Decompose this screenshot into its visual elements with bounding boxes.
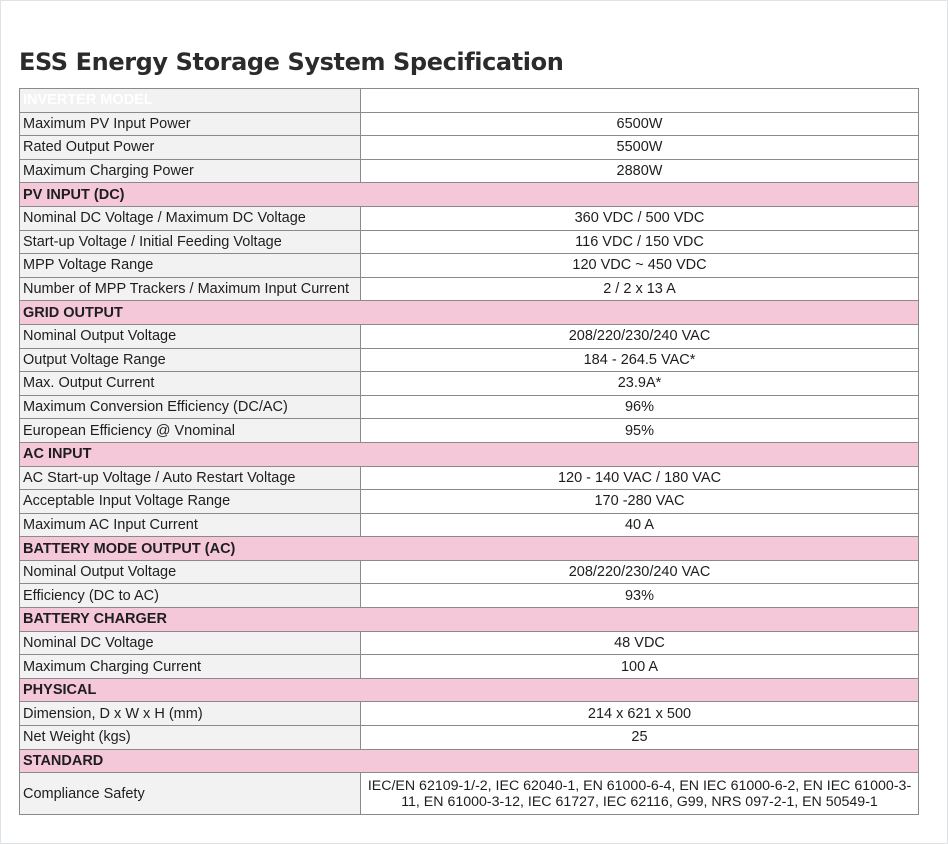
table-header-row <box>20 89 919 113</box>
spec-value: 360 VDC / 500 VDC <box>361 206 919 230</box>
spec-label: Dimension, D x W x H (mm) <box>20 702 361 726</box>
spec-value: 5500W <box>361 136 919 160</box>
spec-label: Maximum Charging Power <box>20 159 361 183</box>
section-title: GRID OUTPUT <box>20 301 919 325</box>
spec-label: Maximum PV Input Power <box>20 112 361 136</box>
table-row <box>20 348 919 372</box>
section-title: PHYSICAL <box>20 678 919 702</box>
spec-label: Start-up Voltage / Initial Feeding Voltage <box>20 230 361 254</box>
spec-label: Nominal Output Voltage <box>20 560 361 584</box>
table-row <box>20 513 919 537</box>
spec-value: 100 A <box>361 655 919 679</box>
table-row <box>20 277 919 301</box>
spec-label: Output Voltage Range <box>20 348 361 372</box>
table-row <box>20 726 919 750</box>
spec-label: Maximum AC Input Current <box>20 513 361 537</box>
table-row <box>20 112 919 136</box>
section-title: STANDARD <box>20 749 919 773</box>
spec-value: 208/220/230/240 VAC <box>361 324 919 348</box>
section-title: BATTERY MODE OUTPUT (AC) <box>20 537 919 561</box>
spec-value: 93% <box>361 584 919 608</box>
spec-table-body <box>20 89 919 815</box>
section-header-row <box>20 442 919 466</box>
spec-value: 48 VDC <box>361 631 919 655</box>
spec-label: Maximum Conversion Efficiency (DC/AC) <box>20 395 361 419</box>
table-row <box>20 254 919 278</box>
table-row <box>20 702 919 726</box>
spec-value: 184 - 264.5 VAC* <box>361 348 919 372</box>
spec-label: Rated Output Power <box>20 136 361 160</box>
table-row <box>20 159 919 183</box>
section-header-row <box>20 749 919 773</box>
table-row <box>20 773 919 815</box>
spec-label: AC Start-up Voltage / Auto Restart Voltage <box>20 466 361 490</box>
spec-value: 23.9A* <box>361 372 919 396</box>
section-header-row <box>20 678 919 702</box>
section-header-row <box>20 537 919 561</box>
spec-value: 116 VDC / 150 VDC <box>361 230 919 254</box>
spec-value: 208/220/230/240 VAC <box>361 560 919 584</box>
spec-label: Nominal DC Voltage / Maximum DC Voltage <box>20 206 361 230</box>
spec-value: 214 x 621 x 500 <box>361 702 919 726</box>
spec-value: 6500W <box>361 112 919 136</box>
spec-label: Net Weight (kgs) <box>20 726 361 750</box>
spec-value: 96% <box>361 395 919 419</box>
spec-label: Number of MPP Trackers / Maximum Input Current <box>20 277 361 301</box>
section-title: BATTERY CHARGER <box>20 608 919 632</box>
table-row <box>20 230 919 254</box>
header-model-value: ESS 5.5kw <box>361 89 919 113</box>
section-header-row <box>20 301 919 325</box>
spec-label: MPP Voltage Range <box>20 254 361 278</box>
spec-value: 40 A <box>361 513 919 537</box>
spec-value: 170 -280 VAC <box>361 490 919 514</box>
spec-label: European Efficiency @ Vnominal <box>20 419 361 443</box>
spec-label: Efficiency (DC to AC) <box>20 584 361 608</box>
spec-label: Nominal DC Voltage <box>20 631 361 655</box>
spec-table <box>19 88 919 815</box>
spec-label: Nominal Output Voltage <box>20 324 361 348</box>
spec-label: Acceptable Input Voltage Range <box>20 490 361 514</box>
spec-value: 25 <box>361 726 919 750</box>
spec-label: Maximum Charging Current <box>20 655 361 679</box>
section-header-row <box>20 183 919 207</box>
table-row <box>20 324 919 348</box>
section-title: AC INPUT <box>20 442 919 466</box>
spec-value: 2880W <box>361 159 919 183</box>
spec-label: Compliance Safety <box>20 773 361 815</box>
table-row <box>20 206 919 230</box>
table-row <box>20 490 919 514</box>
table-row <box>20 631 919 655</box>
spec-value: IEC/EN 62109-1/-2, IEC 62040-1, EN 61000-6-4, EN IEC 61000-6-2, EN IEC 61000-3-11, EN 61000-3-12, IEC 61727, IEC 62116, G99, NRS 097-2-1, EN 50549-1 <box>361 773 919 815</box>
table-row <box>20 395 919 419</box>
header-label: INVERTER MODEL <box>20 89 361 113</box>
table-row <box>20 136 919 160</box>
spec-value: 120 - 140 VAC / 180 VAC <box>361 466 919 490</box>
table-row <box>20 419 919 443</box>
spec-label: Max. Output Current <box>20 372 361 396</box>
spec-value: 120 VDC ~ 450 VDC <box>361 254 919 278</box>
table-row <box>20 655 919 679</box>
section-title: PV INPUT (DC) <box>20 183 919 207</box>
table-row <box>20 372 919 396</box>
spec-value: 2 / 2 x 13 A <box>361 277 919 301</box>
table-row <box>20 560 919 584</box>
spec-value: 95% <box>361 419 919 443</box>
page-title: ESS Energy Storage System Specification <box>19 48 564 76</box>
section-header-row <box>20 608 919 632</box>
table-row <box>20 584 919 608</box>
table-row <box>20 466 919 490</box>
